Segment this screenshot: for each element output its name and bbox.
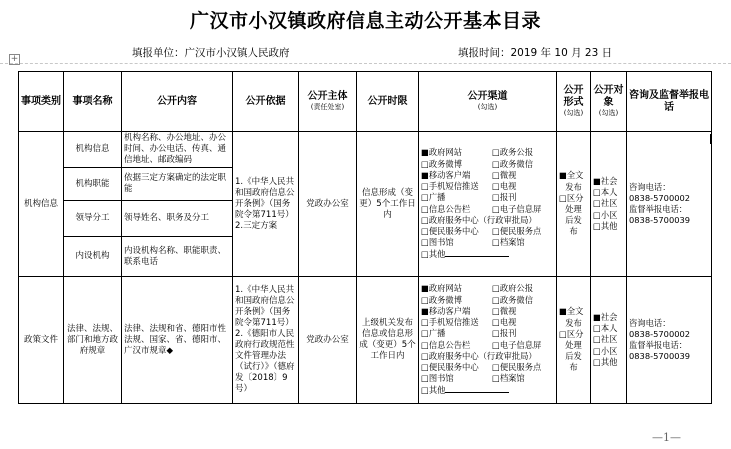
- header-form: 公开形式 (勾选): [557, 72, 591, 132]
- checkbox-item[interactable]: □政府公报: [492, 283, 534, 294]
- checkbox-item[interactable]: □便民服务中心: [421, 225, 479, 236]
- checkbox-item[interactable]: ■政府网站: [421, 283, 463, 294]
- checkbox-item[interactable]: □政务微博: [421, 158, 463, 169]
- basis-cell: 1.《中华人民共和国政府信息公开条例》（国务院令第711号）2.三定方案: [233, 132, 299, 277]
- checkbox-item[interactable]: □报刊: [492, 192, 517, 203]
- form-cell: ■全文 发布 □区分 处理 后发 布: [557, 132, 591, 277]
- checkbox-item[interactable]: □手机短信推送: [421, 181, 479, 192]
- table-row: [19, 132, 712, 168]
- item-name: 领导分工: [64, 201, 122, 237]
- header-channel: 公开渠道 (勾选): [419, 72, 557, 132]
- subject-cell: 党政办公室: [299, 132, 357, 277]
- checkbox-item[interactable]: ■全文: [559, 170, 584, 181]
- item-name: 内设机构: [64, 237, 122, 277]
- item-content: 内设机构名称、职能职责、联系电话: [122, 237, 233, 277]
- checkbox-item[interactable]: ■政府网站: [421, 147, 463, 158]
- checkbox-item[interactable]: □图书馆: [421, 373, 454, 384]
- contact-cell: 咨询电话： 0838-5700002 监督举报电话： 0838-5700039: [627, 277, 712, 404]
- page-number: —1—: [652, 431, 681, 444]
- checkbox-item[interactable]: □电子信息屏: [492, 339, 542, 350]
- checkbox-item[interactable]: □社区: [593, 334, 618, 345]
- checkbox-item[interactable]: □政务微博: [421, 294, 463, 305]
- table-move-handle-icon[interactable]: +: [10, 54, 19, 64]
- checkbox-item-other[interactable]: □其他: [421, 248, 554, 260]
- form-cell: ■全文 发布 □区分 处理 后发 布: [557, 277, 591, 404]
- checkbox-item[interactable]: □手机短信推送: [421, 317, 479, 328]
- checkbox-item-other[interactable]: □其他: [421, 384, 554, 396]
- category-cell: 政策文件: [19, 277, 64, 404]
- checkbox-item[interactable]: ■全文: [559, 306, 584, 317]
- checkbox-item[interactable]: □政府服务中心（行政审批局）: [421, 214, 537, 225]
- category-cell: 机构信息: [19, 132, 64, 277]
- checkbox-item[interactable]: □其他: [593, 356, 618, 367]
- checkbox-item[interactable]: □社区: [593, 198, 618, 209]
- checkbox-item[interactable]: □便民服务点: [492, 225, 542, 236]
- document-title: 广汉市小汉镇政府信息主动公开基本目录: [189, 10, 541, 32]
- item-name: 法律、法规、部门和地方政府规章: [64, 277, 122, 404]
- channel-list: [421, 283, 554, 396]
- checkbox-item[interactable]: ■社会: [593, 175, 618, 186]
- item-name: 机构信息: [64, 132, 122, 168]
- fill-unit: 填报单位：广汉市小汉镇人民政府: [132, 47, 290, 59]
- contact-cell: 咨询电话： 0838-5700002 监督举报电话： 0838-5700039: [627, 132, 712, 277]
- checkbox-item[interactable]: □本人: [593, 323, 618, 334]
- channel-cell: [419, 132, 557, 277]
- checkbox-item[interactable]: □档案馆: [492, 373, 525, 384]
- checkbox-item[interactable]: □政务微信: [492, 158, 534, 169]
- header-subject: 公开主体 (责任处室): [299, 72, 357, 132]
- checkbox-item[interactable]: □广播: [421, 192, 446, 203]
- checkbox-item[interactable]: □政务公报: [492, 147, 534, 158]
- checkbox-item[interactable]: □区分: [559, 192, 584, 203]
- basis-cell: 1.《中华人民共和国政府信息公开条例》（国务院令第711号）2.《德阳市人民政府行政规范性文件管理办法（试行）》（德府发〔2018〕9号）: [233, 277, 299, 404]
- channel-list: [421, 147, 554, 260]
- item-content: 领导姓名、职务及分工: [122, 201, 233, 237]
- checkbox-item[interactable]: □微视: [492, 169, 517, 180]
- item-content: 机构名称、办公地址、办公时间、办公电话、传真、通信地址、邮政编码: [122, 132, 233, 168]
- checkbox-item[interactable]: ■社会: [593, 311, 618, 322]
- table-row: [19, 277, 712, 404]
- header-contact: 咨询及监督举报电话: [627, 72, 712, 132]
- item-content: 依据三定方案确定的法定职能: [122, 168, 233, 201]
- checkbox-item[interactable]: □信息公告栏: [421, 339, 471, 350]
- checkbox-item[interactable]: □区分: [559, 328, 584, 339]
- subject-cell: 党政办公室: [299, 277, 357, 404]
- checkbox-item[interactable]: □便民服务中心: [421, 361, 479, 372]
- deadline-cell: 上级机关发布信息或信息形成（变更）5个工作日内: [357, 277, 419, 404]
- checkbox-item[interactable]: □本人: [593, 187, 618, 198]
- checkbox-item[interactable]: □微视: [492, 305, 517, 316]
- checkbox-item[interactable]: □小区: [593, 345, 618, 356]
- header-content: 公开内容: [122, 72, 233, 132]
- checkbox-item[interactable]: □便民服务点: [492, 361, 542, 372]
- checkbox-item[interactable]: □其他: [593, 220, 618, 231]
- header-target: 公开对象 (勾选): [591, 72, 627, 132]
- checkbox-item[interactable]: ■移动客户端: [421, 305, 471, 316]
- header-deadline: 公开时限: [357, 72, 419, 132]
- header-basis: 公开依据: [233, 72, 299, 132]
- checkbox-item[interactable]: □电子信息屏: [492, 203, 542, 214]
- header-item: 事项名称: [64, 72, 122, 132]
- checkbox-item[interactable]: □信息公告栏: [421, 203, 471, 214]
- checkbox-item[interactable]: □图书馆: [421, 237, 454, 248]
- item-content: 法律、法规和省、德阳市性法规、国家、省、德阳市、广汉市规章◆: [122, 277, 233, 404]
- channel-cell: [419, 277, 557, 404]
- checkbox-item[interactable]: □电视: [492, 317, 517, 328]
- catalog-table: [18, 71, 712, 404]
- checkbox-item[interactable]: □政府服务中心（行政审批局）: [421, 350, 537, 361]
- checkbox-item[interactable]: □报刊: [492, 328, 517, 339]
- header-category: 事项类别: [19, 72, 64, 132]
- header-row: [19, 72, 712, 132]
- checkbox-item[interactable]: □档案馆: [492, 237, 525, 248]
- checkbox-item[interactable]: □小区: [593, 209, 618, 220]
- item-name: 机构职能: [64, 168, 122, 201]
- target-cell: [591, 277, 627, 404]
- checkbox-item[interactable]: ■移动客户端: [421, 169, 471, 180]
- fill-date: 填报时间：2019 年 10 月 23 日: [458, 47, 613, 59]
- checkbox-item[interactable]: □电视: [492, 181, 517, 192]
- checkbox-item[interactable]: □政务微信: [492, 294, 534, 305]
- target-cell: [591, 132, 627, 277]
- page-margin-guide: [0, 63, 731, 64]
- deadline-cell: 信息形成（变更）5个工作日内: [357, 132, 419, 277]
- checkbox-item[interactable]: □广播: [421, 328, 446, 339]
